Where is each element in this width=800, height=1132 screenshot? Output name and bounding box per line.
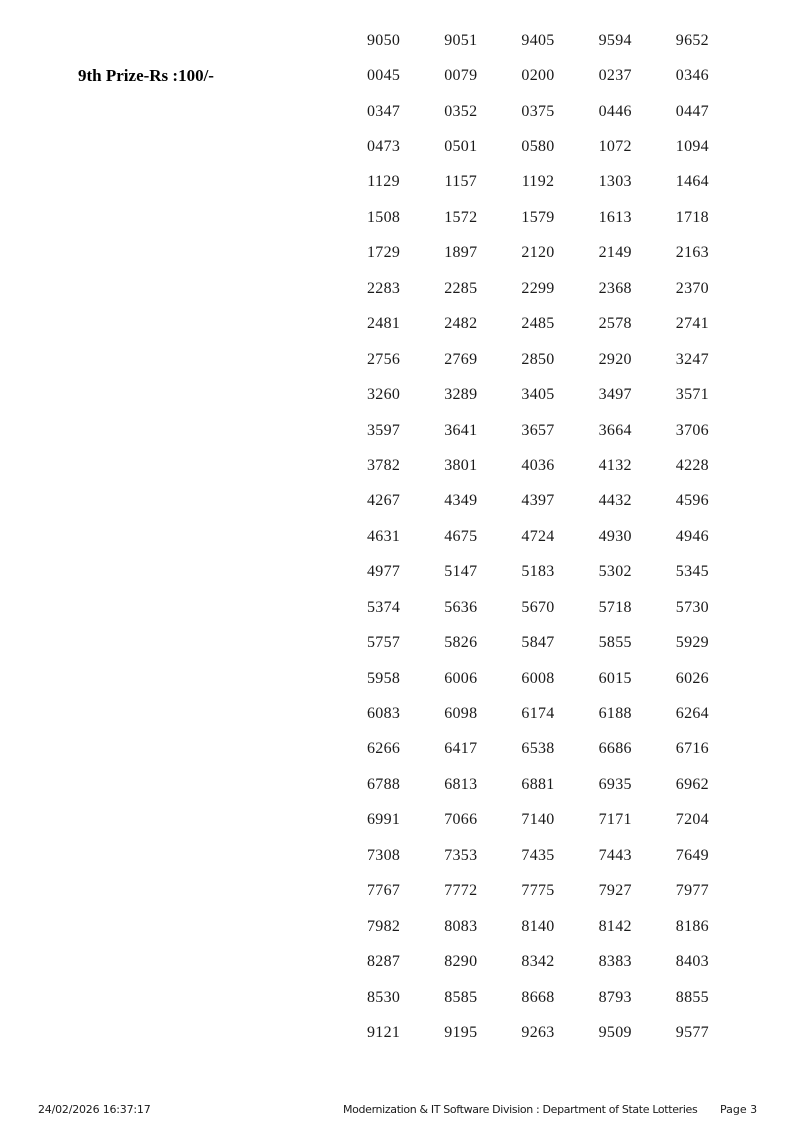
winning-number: 2578: [598, 315, 632, 333]
winning-number: 6098: [444, 705, 478, 723]
winning-number: 5183: [521, 563, 555, 581]
winning-number: 3664: [598, 421, 632, 439]
winning-number: 1718: [675, 208, 709, 226]
winning-number: 1897: [444, 244, 478, 262]
winning-number: 6788: [366, 775, 401, 793]
winning-number: 0580: [521, 138, 555, 156]
winning-number: 2283: [366, 279, 401, 297]
winning-number: 9195: [444, 1023, 478, 1041]
winning-number: 3571: [675, 386, 709, 404]
winning-number: 2163: [675, 244, 709, 262]
winning-number: 2920: [598, 350, 632, 368]
winning-number: 8287: [366, 953, 401, 971]
winning-number: 0346: [675, 67, 709, 85]
winning-number: 0079: [444, 67, 478, 85]
winning-number: 6188: [598, 705, 632, 723]
winning-number: 9051: [444, 31, 478, 49]
winning-number: 4432: [598, 492, 632, 510]
winning-number: 8186: [675, 917, 709, 935]
winning-number: 4596: [675, 492, 709, 510]
winning-number: 7977: [675, 882, 709, 900]
winning-number: 0501: [444, 138, 478, 156]
winning-number: 0352: [444, 102, 478, 120]
winning-number: 0375: [521, 102, 555, 120]
winning-number: 1579: [521, 208, 555, 226]
winning-number: 4228: [675, 456, 709, 474]
winning-number: 8290: [444, 953, 478, 971]
winning-number: 4267: [366, 492, 401, 510]
winning-number: 6813: [444, 775, 478, 793]
winning-number: 3801: [444, 456, 478, 474]
winning-number: 7982: [366, 917, 401, 935]
winning-number: 5147: [444, 563, 478, 581]
winning-number: 1464: [675, 173, 709, 191]
winning-number: 7353: [444, 846, 478, 864]
winning-number: 5847: [521, 634, 555, 652]
winning-number: 1094: [675, 138, 709, 156]
winning-number: 6026: [675, 669, 709, 687]
winning-number: 7443: [598, 846, 632, 864]
winning-number: 8383: [598, 953, 632, 971]
winning-number: 8342: [521, 953, 555, 971]
winning-number: 4946: [675, 527, 709, 545]
winning-number: 8585: [444, 988, 478, 1006]
winning-number: 4675: [444, 527, 478, 545]
winning-number: 8140: [521, 917, 555, 935]
winning-number: 6962: [675, 775, 709, 793]
winning-number: 3289: [444, 386, 478, 404]
winning-number: 7649: [675, 846, 709, 864]
winning-number: 5929: [675, 634, 709, 652]
winning-number: 7308: [366, 846, 401, 864]
winning-number: 5958: [366, 669, 401, 687]
winning-number: 8793: [598, 988, 632, 1006]
winning-number: 9263: [521, 1023, 555, 1041]
winning-number: 3497: [598, 386, 632, 404]
winning-number: 9509: [598, 1023, 632, 1041]
winning-number: 4724: [521, 527, 555, 545]
winning-number: 6417: [444, 740, 478, 758]
winning-number: 8403: [675, 953, 709, 971]
winning-number: 8142: [598, 917, 632, 935]
winning-number: 9594: [598, 31, 632, 49]
winning-number: 5374: [366, 598, 401, 616]
winning-number: 2485: [521, 315, 555, 333]
winning-number: 5718: [598, 598, 632, 616]
winning-number: 9050: [366, 31, 401, 49]
winning-number: 9652: [675, 31, 709, 49]
winning-numbers-table: [345, 23, 731, 1051]
winning-number: 7204: [675, 811, 709, 829]
winning-number: 8668: [521, 988, 555, 1006]
winning-number: 1613: [598, 208, 632, 226]
winning-number: 5345: [675, 563, 709, 581]
winning-number: 2482: [444, 315, 478, 333]
winning-number: 1129: [367, 173, 400, 191]
winning-number: 6264: [675, 705, 709, 723]
winning-number: 6266: [366, 740, 401, 758]
winning-number: 7066: [444, 811, 478, 829]
winning-number: 1157: [444, 173, 478, 191]
winning-number: 5302: [598, 563, 632, 581]
winning-number: 6881: [521, 775, 555, 793]
winning-number: 1508: [366, 208, 401, 226]
footer-page-number: Page 3: [720, 1103, 758, 1116]
winning-number: 2368: [598, 279, 632, 297]
winning-number: 5757: [366, 634, 401, 652]
winning-number: 3641: [444, 421, 478, 439]
winning-number: 4036: [521, 456, 555, 474]
page-footer: [0, 1103, 800, 1121]
winning-number: 0473: [366, 138, 401, 156]
winning-number: 3247: [675, 350, 709, 368]
winning-number: 2769: [444, 350, 478, 368]
winning-number: 1572: [444, 208, 478, 226]
winning-number: 0237: [598, 67, 632, 85]
winning-number: 3706: [675, 421, 709, 439]
winning-number: 8855: [675, 988, 709, 1006]
winning-number: 5730: [675, 598, 709, 616]
winning-number: 3782: [366, 456, 401, 474]
winning-number: 1192: [521, 173, 555, 191]
winning-number: 6006: [444, 669, 478, 687]
winning-number: 0045: [366, 67, 401, 85]
winning-number: 2741: [675, 315, 709, 333]
winning-number: 6716: [675, 740, 709, 758]
winning-number: 6015: [598, 669, 632, 687]
winning-number: 8530: [366, 988, 401, 1006]
winning-number: 0200: [521, 67, 555, 85]
winning-number: 3260: [366, 386, 401, 404]
prize-label: 9th Prize-Rs :100/-: [78, 66, 214, 85]
winning-number: 0347: [366, 102, 401, 120]
winning-number: 7140: [521, 811, 555, 829]
footer-datetime: 24/02/2026 16:37:17: [38, 1103, 151, 1116]
winning-number: 6686: [598, 740, 632, 758]
winning-number: 1303: [598, 173, 632, 191]
winning-number: 7927: [598, 882, 632, 900]
winning-number: 3597: [366, 421, 401, 439]
winning-number: 7767: [366, 882, 401, 900]
winning-number: 6174: [521, 705, 555, 723]
winning-number: 3405: [521, 386, 555, 404]
winning-number: 3657: [521, 421, 555, 439]
winning-number: 0446: [598, 102, 632, 120]
winning-number: 4930: [598, 527, 632, 545]
winning-number: 0447: [675, 102, 709, 120]
winning-number: 7171: [598, 811, 632, 829]
winning-number: 4397: [521, 492, 555, 510]
winning-number: 4977: [366, 563, 401, 581]
winning-number: 4349: [444, 492, 478, 510]
winning-number: 1072: [598, 138, 632, 156]
winning-number: 2481: [366, 315, 401, 333]
winning-number: 2120: [521, 244, 555, 262]
winning-number: 6991: [366, 811, 401, 829]
winning-number: 6538: [521, 740, 555, 758]
winning-number: 9577: [675, 1023, 709, 1041]
winning-number: 2756: [366, 350, 401, 368]
winning-number: 2850: [521, 350, 555, 368]
winning-number: 2149: [598, 244, 632, 262]
winning-number: 4132: [598, 456, 632, 474]
winning-number: 7435: [521, 846, 555, 864]
winning-number: 8083: [444, 917, 478, 935]
winning-number: 6008: [521, 669, 555, 687]
winning-number: 9121: [366, 1023, 401, 1041]
winning-number: 5670: [521, 598, 555, 616]
winning-number: 2299: [521, 279, 555, 297]
winning-number: 1729: [366, 244, 401, 262]
winning-number: 9405: [521, 31, 555, 49]
winning-number: 5636: [444, 598, 478, 616]
winning-number: 5855: [598, 634, 632, 652]
footer-division-text: Modernization & IT Software Division : Department of State Lotteries: [343, 1103, 698, 1116]
winning-number: 4631: [366, 527, 401, 545]
winning-number: 2285: [444, 279, 478, 297]
winning-number: 6935: [598, 775, 632, 793]
winning-number: 7772: [444, 882, 478, 900]
winning-number: 2370: [675, 279, 709, 297]
winning-number: 6083: [366, 705, 401, 723]
winning-number: 7775: [521, 882, 555, 900]
winning-number: 5826: [444, 634, 478, 652]
